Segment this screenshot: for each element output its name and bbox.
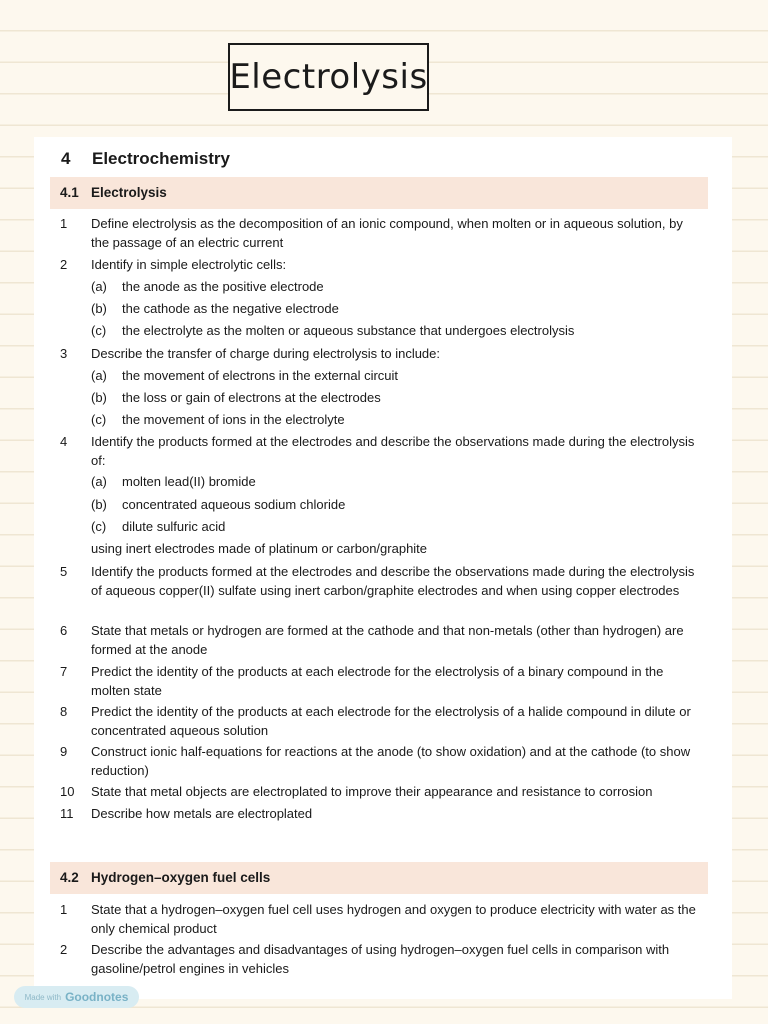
- syllabus-page: [34, 137, 732, 999]
- item-number: 4: [60, 434, 68, 449]
- item-text: Define electrolysis as the decomposition of an ionic compound, when molten or in aqueous solution, by the passage of an electric current: [91, 216, 683, 250]
- item-text: Describe the transfer of charge during electrolysis to include:: [91, 346, 441, 361]
- item-text: State that metals or hydrogen are formed at the cathode and that non-metals (other than hydrogen) are formed at the anode: [91, 623, 684, 657]
- badge-prefix: Made with: [24, 992, 62, 1002]
- item-number: 2: [60, 257, 68, 272]
- sub-item-label: (a): [91, 368, 107, 383]
- sub-item-label: (c): [91, 412, 107, 427]
- chapter-title: Electrochemistry: [92, 149, 230, 168]
- item-text: Predict the identity of the products at each electrode for the electrolysis of a binary compound in the molten state: [91, 664, 664, 698]
- sub-item-text: the loss or gain of electrons at the electrodes: [122, 390, 381, 405]
- item-number: 5: [60, 564, 68, 579]
- sub-item-text: the cathode as the negative electrode: [122, 301, 339, 316]
- sub-item-label: (a): [91, 474, 107, 489]
- item-text: Identify in simple electrolytic cells:: [91, 257, 287, 272]
- section-number: 4.2: [60, 870, 79, 885]
- section-number: 4.1: [60, 185, 79, 200]
- sub-item-text: the electrolyte as the molten or aqueous substance that undergoes electrolysis: [122, 323, 575, 338]
- item-text: Describe how metals are electroplated: [91, 806, 313, 821]
- sub-item-label: (b): [91, 497, 107, 512]
- badge-brand: Goodnotes: [65, 990, 129, 1004]
- section-heading-4-2: [50, 862, 708, 894]
- item-number: 11: [60, 806, 74, 821]
- item-number: 1: [60, 216, 68, 231]
- sub-item-label: (c): [91, 323, 107, 338]
- chapter-heading: [34, 149, 732, 169]
- item-number: 2: [60, 942, 68, 957]
- page-title: Electrolysis: [228, 43, 429, 111]
- made-with-goodnotes-badge: [14, 986, 139, 1008]
- sub-item-text: the anode as the positive electrode: [122, 279, 324, 294]
- section-title: Electrolysis: [91, 185, 167, 200]
- item-number: 6: [60, 623, 68, 638]
- item-text: Predict the identity of the products at each electrode for the electrolysis of a halide compound in dilute or concentrated aqueous solution: [91, 704, 691, 738]
- item-number: 7: [60, 664, 68, 679]
- sub-item-text: the movement of electrons in the external circuit: [122, 368, 399, 383]
- section-title: Hydrogen–oxygen fuel cells: [91, 870, 271, 885]
- sub-item-text: the movement of ions in the electrolyte: [122, 412, 345, 427]
- item-text: Identify the products formed at the electrodes and describe the observations made during the electrolysis of aqueous copper(II) sulfate using inert carbon/graphite electrodes and when using copper electrodes: [91, 564, 695, 598]
- sub-item-label: (b): [91, 390, 107, 405]
- sub-item-text: dilute sulfuric acid: [122, 519, 226, 534]
- sub-item-label: (b): [91, 301, 107, 316]
- item-number: 3: [60, 346, 68, 361]
- item-number: 10: [60, 784, 75, 799]
- item-text: Construct ionic half-equations for reactions at the anode (to show oxidation) and at the cathode (to show reduction): [91, 744, 691, 778]
- item-text: Describe the advantages and disadvantages of using hydrogen–oxygen fuel cells in comparison with gasoline/petrol engines in vehicles: [91, 942, 670, 976]
- sub-item-text: concentrated aqueous sodium chloride: [122, 497, 346, 512]
- item-text: State that a hydrogen–oxygen fuel cell uses hydrogen and oxygen to produce electricity with water as the only chemical product: [91, 902, 696, 936]
- item-text: Identify the products formed at the electrodes and describe the observations made during the electrolysis of:: [91, 434, 695, 468]
- item-text: State that metal objects are electroplated to improve their appearance and resistance to corrosion: [91, 784, 653, 799]
- sub-item-label: (c): [91, 519, 107, 534]
- sub-item-label: (a): [91, 279, 107, 294]
- item-number: 8: [60, 704, 68, 719]
- sub-item-text: molten lead(II) bromide: [122, 474, 256, 489]
- item-note-text: using inert electrodes made of platinum or carbon/graphite: [91, 541, 428, 556]
- chapter-number: 4: [61, 149, 71, 168]
- section-heading-4-1: [50, 177, 708, 209]
- item-number: 1: [60, 902, 68, 917]
- item-number: 9: [60, 744, 68, 759]
